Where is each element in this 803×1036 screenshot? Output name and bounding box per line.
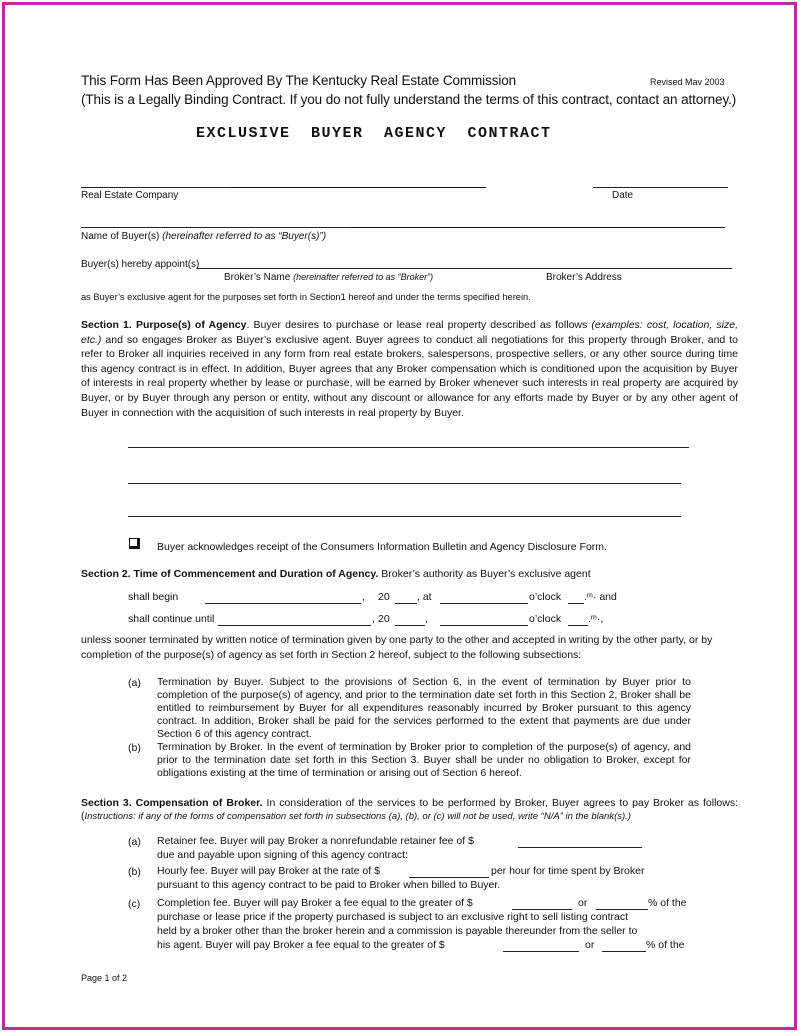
sec3-sub-c-pct2: % of the <box>646 939 685 951</box>
broker-name-label <box>224 272 433 283</box>
sec2-sub-a-letter: (a) <box>128 677 141 689</box>
sec3-sub-c-line4a: his agent. Buyer will pay Broker a fee equal to the greater of $ <box>157 939 445 951</box>
sec3-sub-b-letter: (b) <box>128 866 141 878</box>
section2-heading: Section 2. Time of Commencement and Duration of Agency. <box>81 568 379 580</box>
acknowledge-text: Buyer acknowledges receipt of the Consumers Information Bulletin and Agency Disclosure Form. <box>157 541 607 553</box>
begin-date-line[interactable] <box>205 603 361 604</box>
end-year-comma: , <box>425 613 428 625</box>
sec2-sub-b-letter: (b) <box>128 742 141 754</box>
company-line-ink <box>230 187 486 188</box>
end-ampm-line[interactable] <box>568 625 588 626</box>
section1-paragraph <box>81 318 738 420</box>
sec2-sub-a-text: Termination by Buyer. Subject to the provisions of Section 6, in the event of termination by Buyer prior to completion of the purpose(s) of agency, and prior to the termination date set forth in this Section 2, Broker shall be entitled to reimbursement by Buyer for all expenditures reasonably incurred by Broker pursuant to this agency contract. In addition, Broker shall be paid for the services performed to the extent that payments are due under Section 6 of this agency contract. <box>157 676 691 740</box>
begin-ampm-line[interactable] <box>568 603 584 604</box>
sec3-sub-b-line1a: Hourly fee. Buyer will pay Broker at the rate of $ <box>157 865 380 877</box>
shall-begin-label: shall begin <box>128 591 179 603</box>
begin-oclock: o’clock <box>529 591 562 603</box>
agent-fee-percent-line[interactable] <box>602 951 646 952</box>
date-label: Date <box>612 190 634 201</box>
completion-fee-amount-line[interactable] <box>512 909 572 910</box>
section3-heading: Section 3. Compensation of Broker. <box>81 797 263 809</box>
section2-heading-rest: Broker’s authority as Buyer’s exclusive agent <box>378 568 591 580</box>
company-label: Real Estate Company <box>81 190 179 201</box>
begin-time-line[interactable] <box>440 603 528 604</box>
broker-name-label-text: Broker’s Name <box>224 272 291 283</box>
section1-heading: Section 1. Purpose(s) of Agency <box>81 319 247 331</box>
sec3-sub-b-line2: pursuant to this agency contract to be paid to Broker when billed to Buyer. <box>157 879 501 891</box>
retainer-fee-line[interactable] <box>518 847 642 848</box>
termination-intro: unless sooner terminated by written notice of termination given by one party to the other and accepted in writing by the other party, or by completion of the purpose(s) of agency as set forth in Section 2 hereof, subject to the following subsections: <box>81 634 713 661</box>
section3-instructions: Instructions: if any of the forms of compensation set forth in subsections (a), (b), or (c) will not be used, write “N/A” in the blank(s).) <box>84 811 631 822</box>
sec3-sub-c-letter: (c) <box>128 898 141 910</box>
broker-name-note: (hereinafter referred to as “Broker”) <box>293 272 434 282</box>
appoint-label: Buyer(s) hereby appoint(s) <box>81 259 200 270</box>
begin-m-and: .ᵐ· and <box>584 591 617 603</box>
section1-text-b: and so engages Broker as Buyer’s exclusive agent. Buyer agrees to conduct all negotiations for this property through Broker, and to refer to Broker all inquiries received in any form from real estate brokers, salespersons, prospective sellers, or any other source during time this agency contract is in effect. In addition, Buyer agrees that any Broker compensation which is conditioned upon the acquisition by Buyer of interests in real property whether by lease or purchase, will be earned by Broker whenever such interests in real property are acquired by Buyer, or by Buyer through any person or entity, without any discount or allowance for any efforts made by Buyer or by any other agent of Buyer in connection with the acquisition of such interests in real property by Buyer. <box>81 333 738 419</box>
acknowledge-checkbox[interactable] <box>129 538 140 549</box>
binding-notice: (This is a Legally Binding Contract. If you do not fully understand the terms of this contract, contact an attorney.) <box>81 92 737 107</box>
end-year-line[interactable] <box>395 625 425 626</box>
begin-year-prefix: 20 <box>378 591 390 603</box>
buyer-name-label-text: Name of Buyer(s) <box>81 231 160 242</box>
buyer-name-line-ink <box>350 227 725 228</box>
sec3-sub-c-or2: or <box>585 939 595 951</box>
section3-text-a: In consideration of the services to be performed by Broker, Buyer agrees to pay Broker as follows: ( <box>81 797 738 822</box>
end-m: .ᵐ·, <box>588 613 604 625</box>
agent-fee-amount-line[interactable] <box>503 951 579 952</box>
broker-address-label: Broker’s Address <box>546 272 622 283</box>
section3-paragraph <box>81 797 738 823</box>
end-oclock: o’clock <box>529 613 562 625</box>
end-time-line[interactable] <box>440 625 528 626</box>
begin-at: , at <box>417 591 432 603</box>
sec3-sub-c-line1a: Completion fee. Buyer will pay Broker a fee equal to the greater of $ <box>157 897 473 909</box>
revised-date: Revised Mav 2003 <box>650 77 725 87</box>
description-line-1[interactable] <box>128 447 689 448</box>
begin-year-line[interactable] <box>395 603 417 604</box>
sec3-sub-c-line3: held by a broker other than the broker herein and a commission is payable thereunder from the seller to <box>157 925 638 937</box>
description-line-2[interactable] <box>128 483 681 484</box>
date-line[interactable] <box>593 187 728 188</box>
sec3-sub-c-pct: % of the <box>648 897 687 909</box>
hourly-rate-line[interactable] <box>409 877 489 878</box>
shall-continue-label: shall continue until <box>128 613 215 625</box>
section1-text-a: . Buyer desires to purchase or lease real property described as follows <box>246 319 592 331</box>
buyer-name-note: (hereinafter referred to as “Buyer(s)”) <box>162 231 327 242</box>
end-year-prefix: 20 <box>378 613 390 625</box>
sec3-sub-c-or: or <box>578 897 588 909</box>
sec3-sub-a-line1: Retainer fee. Buyer will pay Broker a nonrefundable retainer fee of $ <box>157 835 474 847</box>
sec2-sub-b-text: Termination by Broker. In the event of termination by Broker prior to completion of the purpose(s) of agency, and prior to the termination date set forth in this Section 3. Buyer shall be under no obligation to Broker, except for obligations existing at the time of termination or arising out of Section 6 hereof. <box>157 741 691 779</box>
form-title: EXCLUSIVE BUYER AGENCY CONTRACT <box>196 125 552 142</box>
sec3-sub-a-letter: (a) <box>128 836 141 848</box>
section1-examples: (examples: cost, location, size, etc.) <box>81 319 738 346</box>
sec3-sub-c-line2: purchase or lease price if the property purchased is subject to an exclusive right to sell listing contract <box>157 911 628 923</box>
broker-line[interactable] <box>197 268 732 269</box>
completion-fee-percent-line[interactable] <box>596 909 648 910</box>
end-comma: , <box>372 613 375 625</box>
sec3-sub-a-line2: due and payable upon signing of this agency contract: <box>157 849 409 861</box>
exclusive-agent-text: as Buyer’s exclusive agent for the purposes set forth in Section1 hereof and under the terms specified herein. <box>81 292 531 302</box>
begin-comma: , <box>362 591 365 603</box>
description-line-3[interactable] <box>128 516 681 517</box>
section2-heading-line <box>81 568 591 580</box>
approval-notice: This Form Has Been Approved By The Kentucky Real Estate Commission <box>81 73 517 88</box>
sec3-sub-b-line1b: per hour for time spent by Broker <box>491 865 645 877</box>
end-date-line[interactable] <box>218 625 371 626</box>
buyer-name-label <box>81 231 326 242</box>
page-number: Page 1 of 2 <box>81 973 128 983</box>
